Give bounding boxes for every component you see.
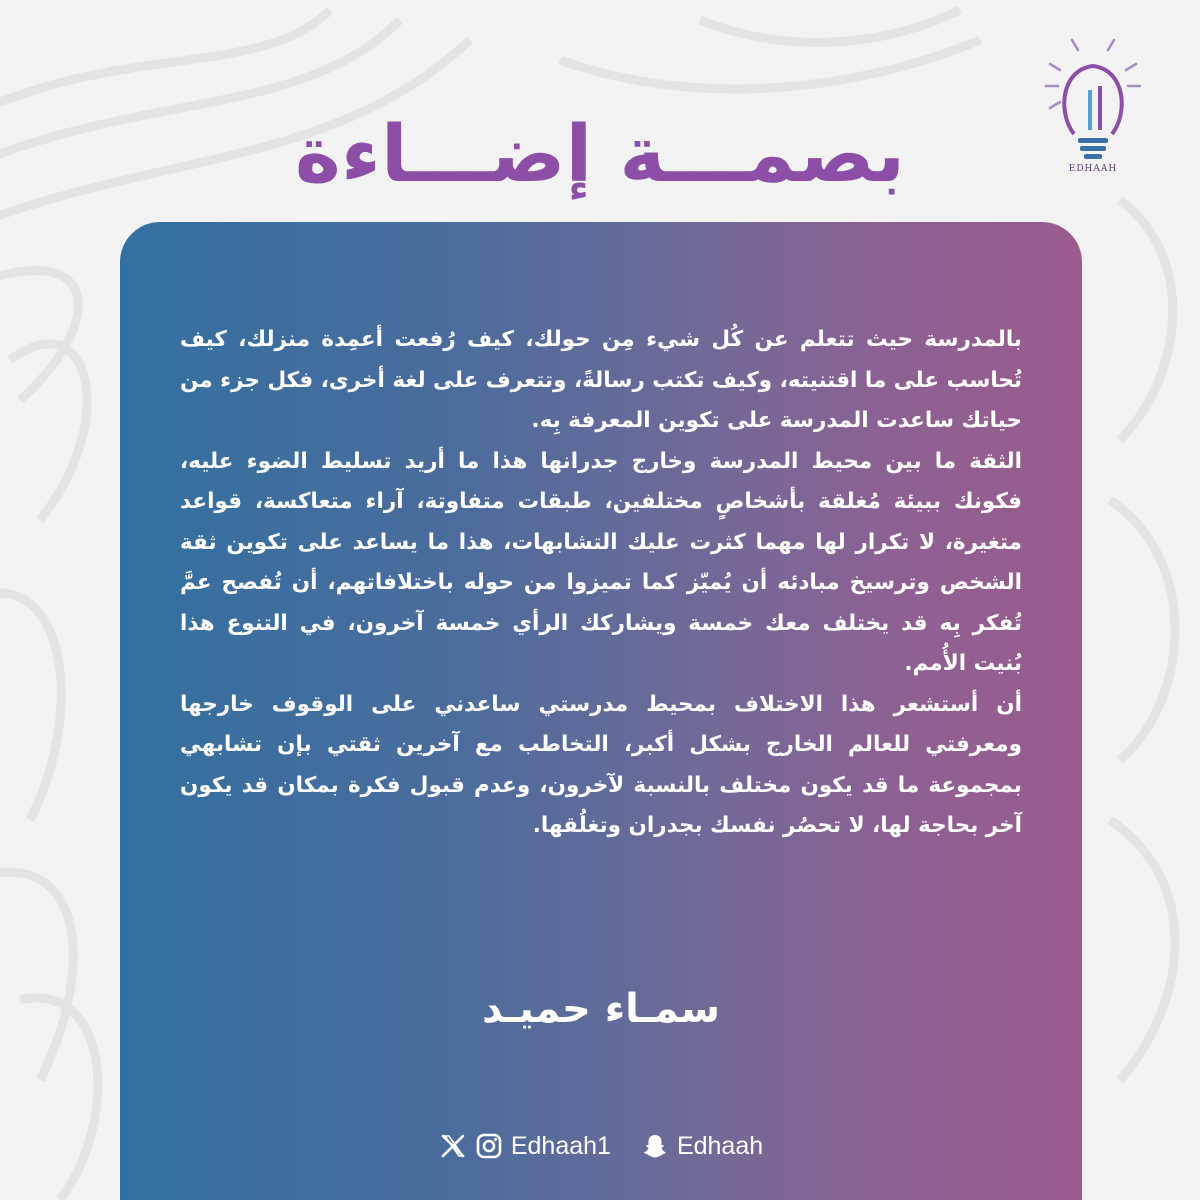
x-icon[interactable]: [439, 1132, 467, 1160]
instagram-icon[interactable]: [475, 1132, 503, 1160]
edhaah-logo: [1038, 30, 1148, 180]
x-instagram-handle[interactable]: Edhaah1: [510, 1131, 611, 1160]
social-handles: [120, 1126, 1082, 1166]
article-paragraph-2: الثقة ما بين محيط المدرسة وخارج جدرانها هذا ما أريد تسليط الضوء عليه، فكونك ببيئة مُغلقة بأشخاصٍ مختلفين، طبقات متفاوتة، آراء متعاكسة، قواعد متغيرة، لا تكرار لها مهما كثرت عليك التشابهات، هذا ما يساعد على تكوين ثقة الشخص وترسيخ مبادئه أن يُميّز كما تميزوا من حوله باختلافاتهم، أن تُفصح عمَّ تُفكر بِه قد يختلف معك خمسة ويشاركك الرأي خمسة آخرون، في التنوع هذا بُنيت الأُمم.: [180, 448, 1022, 676]
article-body: [180, 320, 1022, 847]
article-paragraph-1: بالمدرسة حيث تتعلم عن كُل شيء مِن حولك، كيف رُفعت أعمِدة منزلك، كيف تُحاسب على ما اقتنيته، وكيف تكتب رسالةً، وتتعرف على لغة أخرى، فكل جزء من حياتك ساعدت المدرسة على تكوين المعرفة بِه.: [179, 327, 1022, 433]
snapchat-icon[interactable]: [641, 1132, 669, 1160]
author-name: سمـاء حميـد: [482, 986, 720, 1032]
lightbulb-logo-icon: [1038, 30, 1148, 180]
page-title: بصمـــة إضـــاءة: [294, 110, 906, 200]
article-card: [120, 222, 1082, 1200]
article-paragraph-3: أن أستشعر هذا الاختلاف بمحيط مدرستي ساعدني على الوقوف خارجها ومعرفتي للعالم الخارج بشكل أكبر، التخاطب مع آخرين ثقتي بإن تشابهي بمجموعة ما قد يكون مختلف بالنسبة لآخرون، وعدم قبول فكرة بمكان قد يكون آخر بحاجة لها، لا تحصُر نفسك بجدران وتغلُقها.: [180, 691, 1022, 838]
snapchat-handle[interactable]: Edhaah: [676, 1131, 764, 1160]
logo-text: EDHAAH: [1068, 164, 1118, 174]
